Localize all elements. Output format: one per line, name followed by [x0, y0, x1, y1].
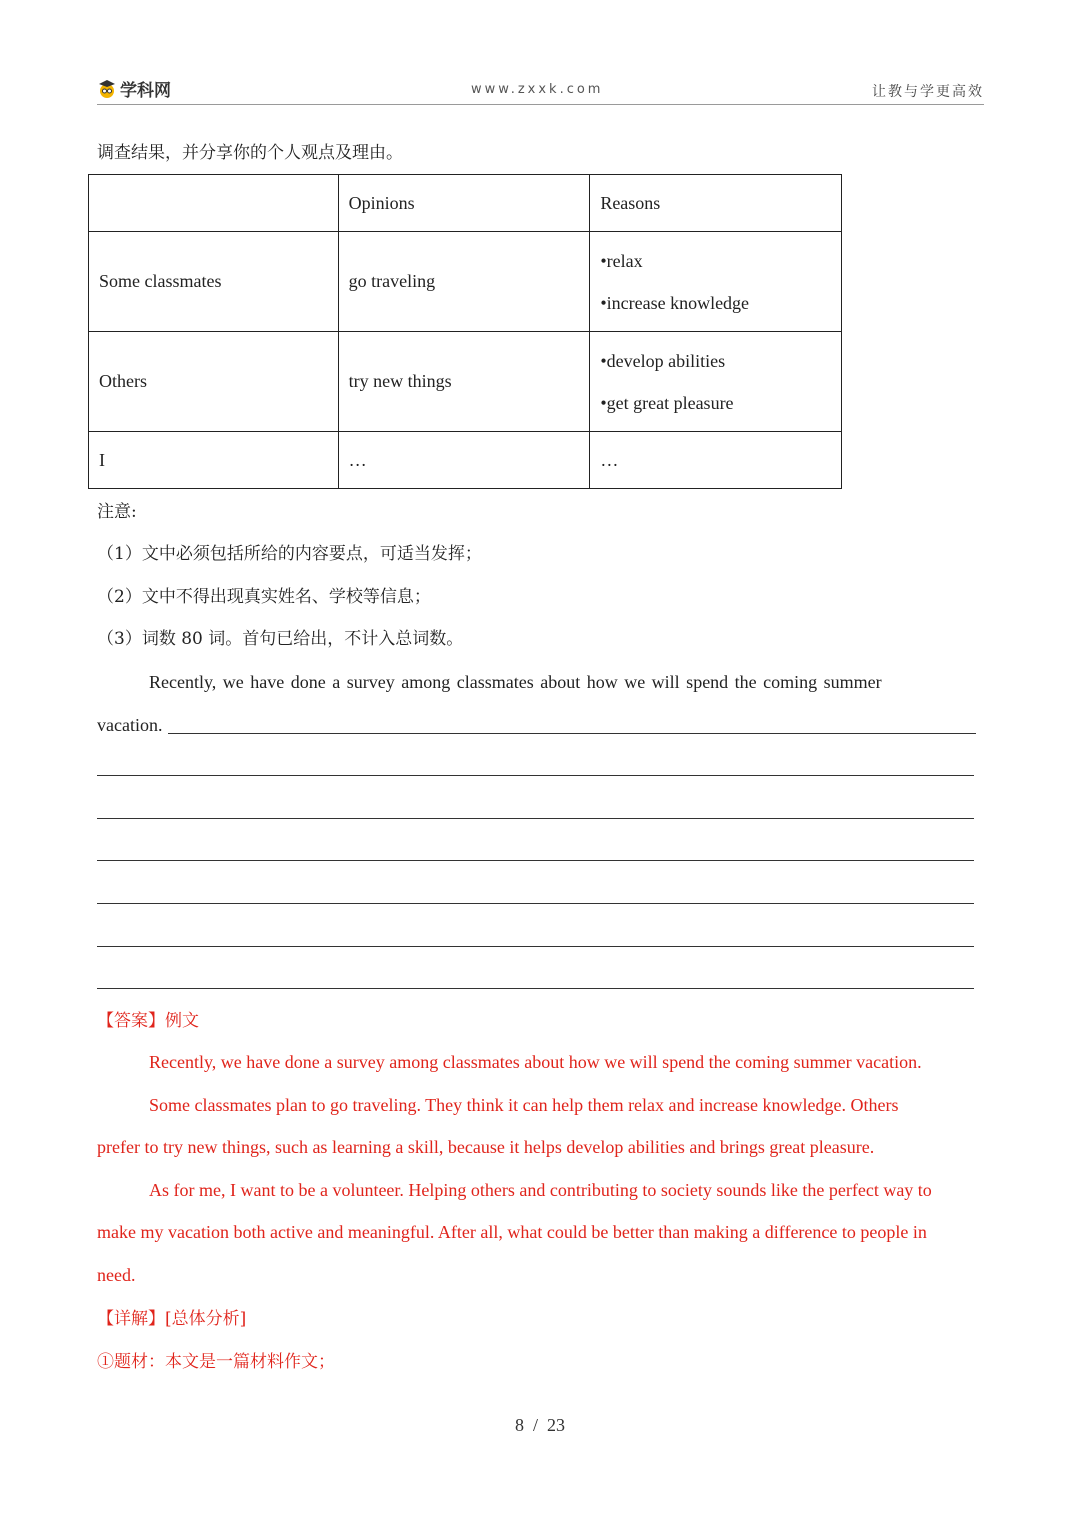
table-cell-opinion: … [338, 432, 590, 489]
answer-blank-line[interactable] [97, 946, 974, 947]
answer-line: As for me, I want to be a volunteer. Helping others and contributing to society sounds like the perfect way to [149, 1180, 932, 1200]
notes-title: 注意: [97, 502, 137, 522]
answer-blank-line[interactable] [97, 860, 974, 861]
table-cell-who: Others [89, 332, 339, 432]
answer-blank-line[interactable] [97, 988, 974, 989]
prompt-second-line: vacation. [97, 715, 163, 735]
page-header [97, 76, 984, 105]
table-header-row [89, 175, 842, 232]
logo-text: 学科网 [120, 81, 171, 101]
table-cell-reasons [590, 332, 842, 432]
answer-blank-line[interactable] [97, 775, 974, 776]
answer-label: 【答案】例文 [97, 1011, 199, 1031]
answer-line: prefer to try new things, such as learning a skill, because it helps develop abilities and brings great pleasure. [97, 1137, 875, 1157]
table-header-cell: Opinions [338, 175, 590, 232]
table-row [89, 432, 842, 489]
answer-line: make my vacation both active and meaningful. After all, what could be better than making a difference to people in [97, 1222, 927, 1242]
table-cell-opinion: try new things [338, 332, 590, 432]
table-row [89, 232, 842, 332]
site-logo [97, 76, 171, 101]
table-cell-who: I [89, 432, 339, 489]
reason-item: •relax [600, 250, 643, 271]
answer-line: Some classmates plan to go traveling. They think it can help them relax and increase knowledge. Others [149, 1095, 899, 1115]
answer-blank-line[interactable] [97, 818, 974, 819]
note-item: （3）词数 80 词。首句已给出，不计入总词数。 [97, 629, 464, 649]
note-item: （2）文中不得出现真实姓名、学校等信息； [97, 587, 431, 607]
detail-item: ①题材：本文是一篇材料作文； [97, 1352, 335, 1372]
table-cell-who: Some classmates [89, 232, 339, 332]
table-cell-reasons: … [590, 432, 842, 489]
site-url: www.zxxk.com [471, 82, 604, 97]
table-row [89, 332, 842, 432]
answer-line: Recently, we have done a survey among classmates about how we will spend the coming summer vacation. [149, 1052, 922, 1072]
intro-text: 调查结果，并分享你的个人观点及理由。 [97, 143, 403, 163]
note-item: （1）文中必须包括所给的内容要点，可适当发挥； [97, 544, 482, 564]
reason-item: •develop abilities [600, 350, 726, 371]
answer-blank-line[interactable] [97, 903, 974, 904]
table-cell-reasons [590, 232, 842, 332]
answer-line: need. [97, 1265, 136, 1285]
prompt-first-line: Recently, we have done a survey among classmates about how we will spend the coming summer [149, 672, 882, 692]
graduation-cap-icon [97, 79, 117, 99]
reason-item: •increase knowledge [600, 292, 750, 313]
table-header-cell [89, 175, 339, 232]
answer-blank-line[interactable] [168, 733, 976, 734]
page-number: 8 / 23 [514, 1415, 565, 1435]
detail-label: 【详解】[总体分析] [97, 1309, 247, 1329]
table-header-cell: Reasons [590, 175, 842, 232]
site-slogan: 让教与学更高效 [872, 84, 984, 100]
reason-item: •get great pleasure [600, 392, 734, 413]
table-cell-opinion: go traveling [338, 232, 590, 332]
survey-table [88, 174, 842, 489]
